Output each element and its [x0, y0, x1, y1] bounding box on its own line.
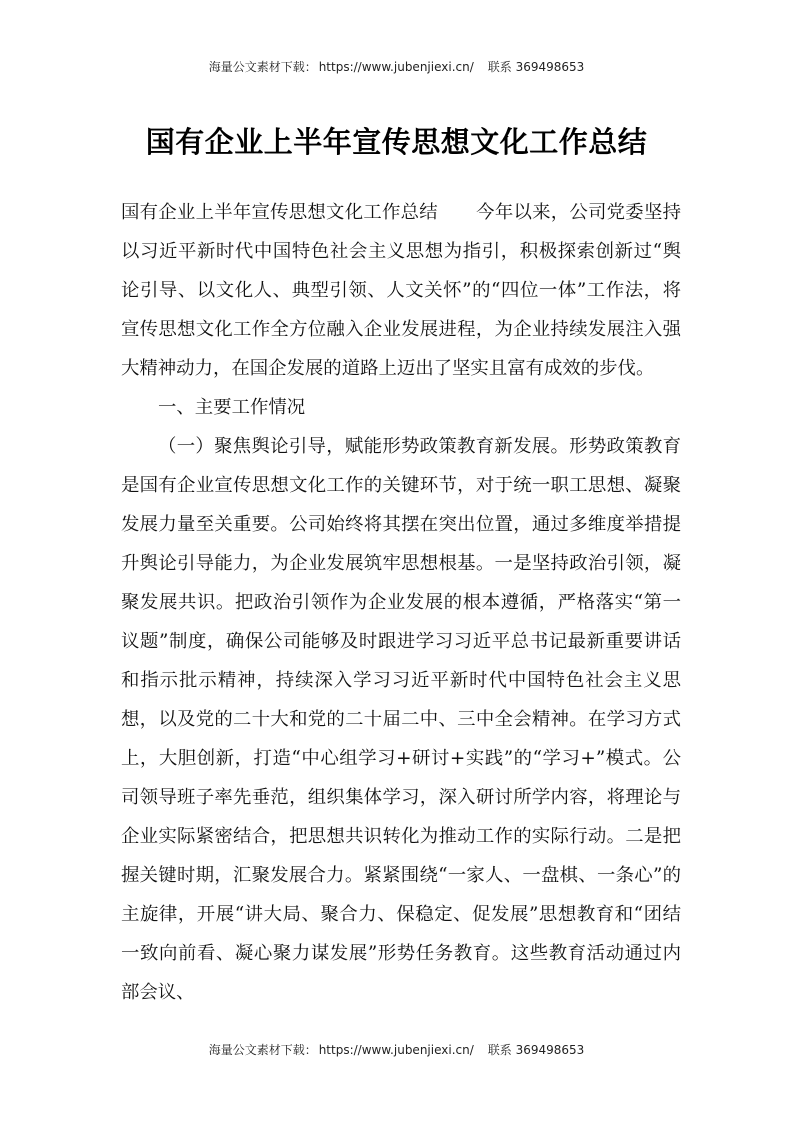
page-footer: [0, 1041, 793, 1058]
intro-text: 今年以来，公司党委坚持以习近平新时代中国特色社会主义思想为指引，积极探索创新过“舆论引导、以文化人、典型引领、人文关怀”的“四位一体”工作法，将宣传思想文化工作全方位融入企业发展进程，为企业持续发展注入强大精神动力，在国企发展的道路上迈出了坚实且富有成效的步伐。: [121, 202, 681, 379]
document-body: [121, 193, 681, 1012]
header-contact: 联系 369498653: [487, 60, 585, 74]
header-label: 海量公文素材下载：: [208, 60, 317, 74]
page-header: [0, 58, 793, 75]
footer-contact: 联系 369498653: [487, 1043, 585, 1057]
section-heading: 一、主要工作情况: [158, 397, 306, 418]
intro-paragraph: [121, 193, 681, 388]
footer-label: 海量公文素材下载：: [208, 1043, 317, 1057]
section-body-paragraph: （一）聚焦舆论引导，赋能形势政策教育新发展。形势政策教育是国有企业宣传思想文化工作的关键环节，对于统一职工思想、凝聚发展力量至关重要。公司始终将其摆在突出位置，通过多维度举措提升舆论引导能力，为企业发展筑牢思想根基。一是坚持政治引领，凝聚发展共识。把政治引领作为企业发展的根本遵循，严格落实“第一议题”制度，确保公司能够及时跟进学习习近平总书记最新重要讲话和指示批示精神，持续深入学习习近平新时代中国特色社会主义思想，以及党的二十大和党的二十届二中、三中全会精神。在学习方式上，大胆创新，打造“中心组学习+研讨+实践”的“学习+”模式。公司领导班子率先垂范，组织集体学习，深入研讨所学内容，将理论与企业实际紧密结合，把思想共识转化为推动工作的实际行动。二是把握关键时期，汇聚发展合力。紧紧围绕“一家人、一盘棋、一条心”的主旋律，开展“讲大局、聚合力、保稳定、促发展”思想教育和“团结一致向前看、凝心聚力谋发展”形势任务教育。这些教育活动通过内部会议、: [121, 436, 681, 1003]
footer-url-link[interactable]: https://www.jubenjiexi.cn/: [318, 1043, 474, 1057]
document-title: 国有企业上半年宣传思想文化工作总结: [145, 125, 648, 159]
header-url-link[interactable]: https://www.jubenjiexi.cn/: [318, 60, 474, 74]
intro-title: 国有企业上半年宣传思想文化工作总结: [121, 202, 438, 223]
